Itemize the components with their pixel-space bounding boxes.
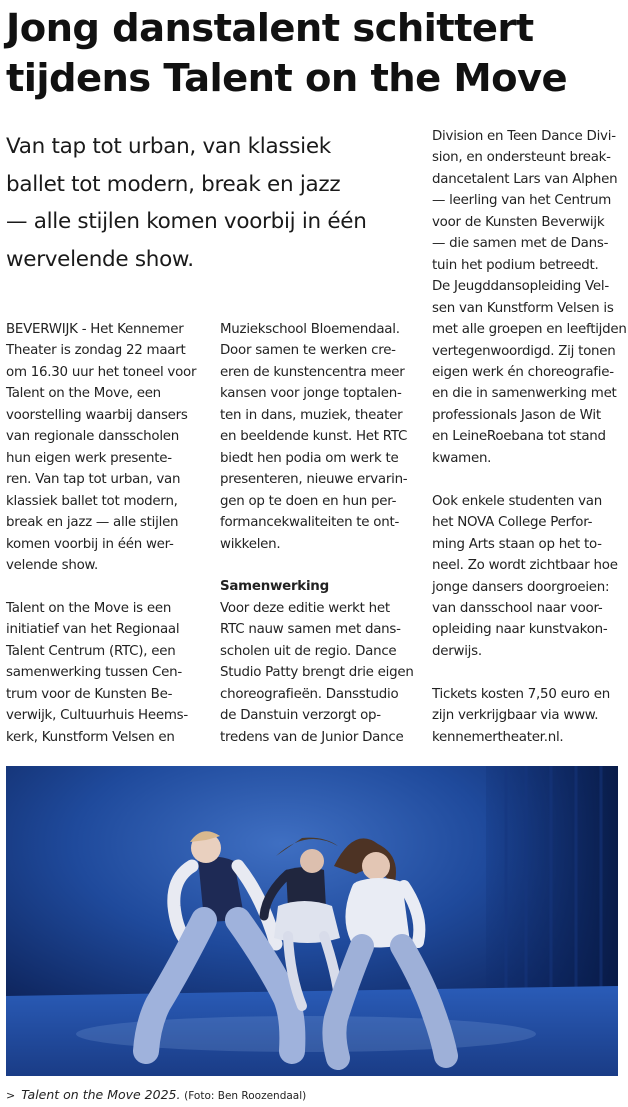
text-line: Studio Patty brengt drie eigen [220,665,414,681]
text-line: ten in dans, muziek, theater [220,407,403,423]
text-line: van dansschool naar voor- [432,600,603,616]
text-line: en beeldende kunst. Het RTC [220,429,408,445]
text-line: Tickets kosten 7,50 euro en [432,686,610,702]
text-line: formancekwaliteiten te ont- [220,515,400,531]
lead-line: — alle stijlen komen voorbij in één [6,209,367,234]
text-line: en LeineRoebana tot stand [432,429,606,445]
text-line: Talent Centrum (RTC), een [6,643,176,659]
text-line: Door samen te werken cre- [220,343,396,359]
paragraph-gap [432,662,628,683]
text-line: — die samen met de Dans- [432,236,609,252]
text-line: kwamen. [432,450,492,466]
photo-credit: (Foto: Ben Roozendaal) [184,1090,307,1102]
headline-line: tijdens Talent on the Move [6,56,567,101]
text-line: verwijk, Cultuurhuis Heems- [6,708,188,724]
paragraph-gap [432,469,628,490]
text-line: ming Arts staan op het to- [432,536,602,552]
text-line: trum voor de Kunsten Be- [6,686,173,702]
article-column-3 [432,126,628,748]
text-line: scholen uit de regio. Dance [220,643,397,659]
text-line: om 16.30 uur het toneel voor [6,364,197,380]
text-line: choreografieën. Dansstudio [220,686,399,702]
headline-line: Jong danstalent schittert [6,6,534,51]
caption-title: Talent on the Move 2025. [21,1087,181,1102]
text-line: en die in samenwerking met [432,386,617,402]
text-line: samenwerking tussen Cen- [6,665,182,681]
article-column-2 [220,319,420,748]
text-line: neel. Zo wordt zichtbaar hoe [432,558,618,574]
dance-photo [6,766,618,1076]
text-line: presenteren, nieuwe ervarin- [220,472,408,488]
lead-line: wervelende show. [6,246,194,272]
text-line: initiatief van het Regionaal [6,622,180,638]
dancers-illustration [6,766,618,1076]
text-line: sion, en ondersteunt break- [432,150,611,166]
text-line: hun eigen werk presente- [6,450,172,466]
text-line: voor de Kunsten Beverwijk [432,214,605,230]
lead-line: ballet tot modern, break en jazz [6,171,341,197]
text-line: kerk, Kunstform Velsen en [6,729,175,745]
text-line: kennemertheater.nl. [432,729,564,745]
text-line: derwijs. [432,643,482,659]
text-line: vertegenwoordigd. Zij tonen [432,343,616,359]
text-line: het NOVA College Perfor- [432,515,593,531]
text-line: Theater is zondag 22 maart [6,343,186,359]
text-line: gen op te doen en hun per- [220,493,397,509]
text-line: klassiek ballet tot modern, [6,493,178,509]
caption-marker: > [6,1089,16,1102]
text-line: De Jeugddansopleiding Vel- [432,279,609,295]
paragraph-gap [6,576,206,597]
text-line: break en jazz — alle stijlen [6,515,179,531]
text-line: Talent on the Move, een [6,386,161,402]
article-column-1 [6,319,206,748]
photo-caption [6,1086,618,1105]
text-line: Voor deze editie werkt het [220,600,390,616]
lead-line: Van tap tot urban, van klassiek [6,134,331,159]
text-line: komen voorbij in één wer- [6,536,174,552]
text-line: wikkelen. [220,536,281,552]
text-line: eren de kunstencentra meer [220,364,405,380]
text-line: kansen voor jonge toptalen- [220,386,402,402]
text-line: velende show. [6,557,98,573]
text-line: professionals Jason de Wit [432,407,601,423]
text-line: — leerling van het Centrum [432,193,612,209]
text-line: de Danstuin verzorgt op- [220,708,381,724]
text-line: jonge dansers doorgroeien: [432,579,610,595]
text-line: tredens van de Junior Dance [220,729,404,745]
text-line: met alle groepen en leeftijden [432,322,627,338]
text-line: eigen werk én choreografie- [432,364,614,380]
text-line: Ook enkele studenten van [432,493,602,509]
text-line: opleiding naar kunstvakon- [432,622,608,638]
paragraph-gap [220,555,420,576]
text-line: tuin het podium betreedt. [432,257,599,273]
text-line: BEVERWIJK - Het Kennemer [6,322,184,337]
column-2-top [220,319,420,555]
text-line: RTC nauw samen met dans- [220,622,401,638]
text-line: Muziekschool Bloemendaal. [220,322,400,337]
text-line: biedt hen podia om werk te [220,450,399,466]
text-line: zijn verkrijgbaar via www. [432,708,599,724]
text-line: dancetalent Lars van Alphen [432,171,618,187]
text-line: sen van Kunstform Velsen is [432,300,614,316]
column-2-bottom [220,598,420,748]
lead-paragraph [6,128,418,278]
text-line: van regionale dansscholen [6,429,180,445]
headline [6,4,622,104]
text-line: Talent on the Move is een [6,600,172,616]
subheading: Samenwerking [220,579,329,595]
text-line: Division en Teen Dance Divi- [432,129,616,144]
text-line: voorstelling waarbij dansers [6,407,188,423]
text-line: ren. Van tap tot urban, van [6,472,181,488]
